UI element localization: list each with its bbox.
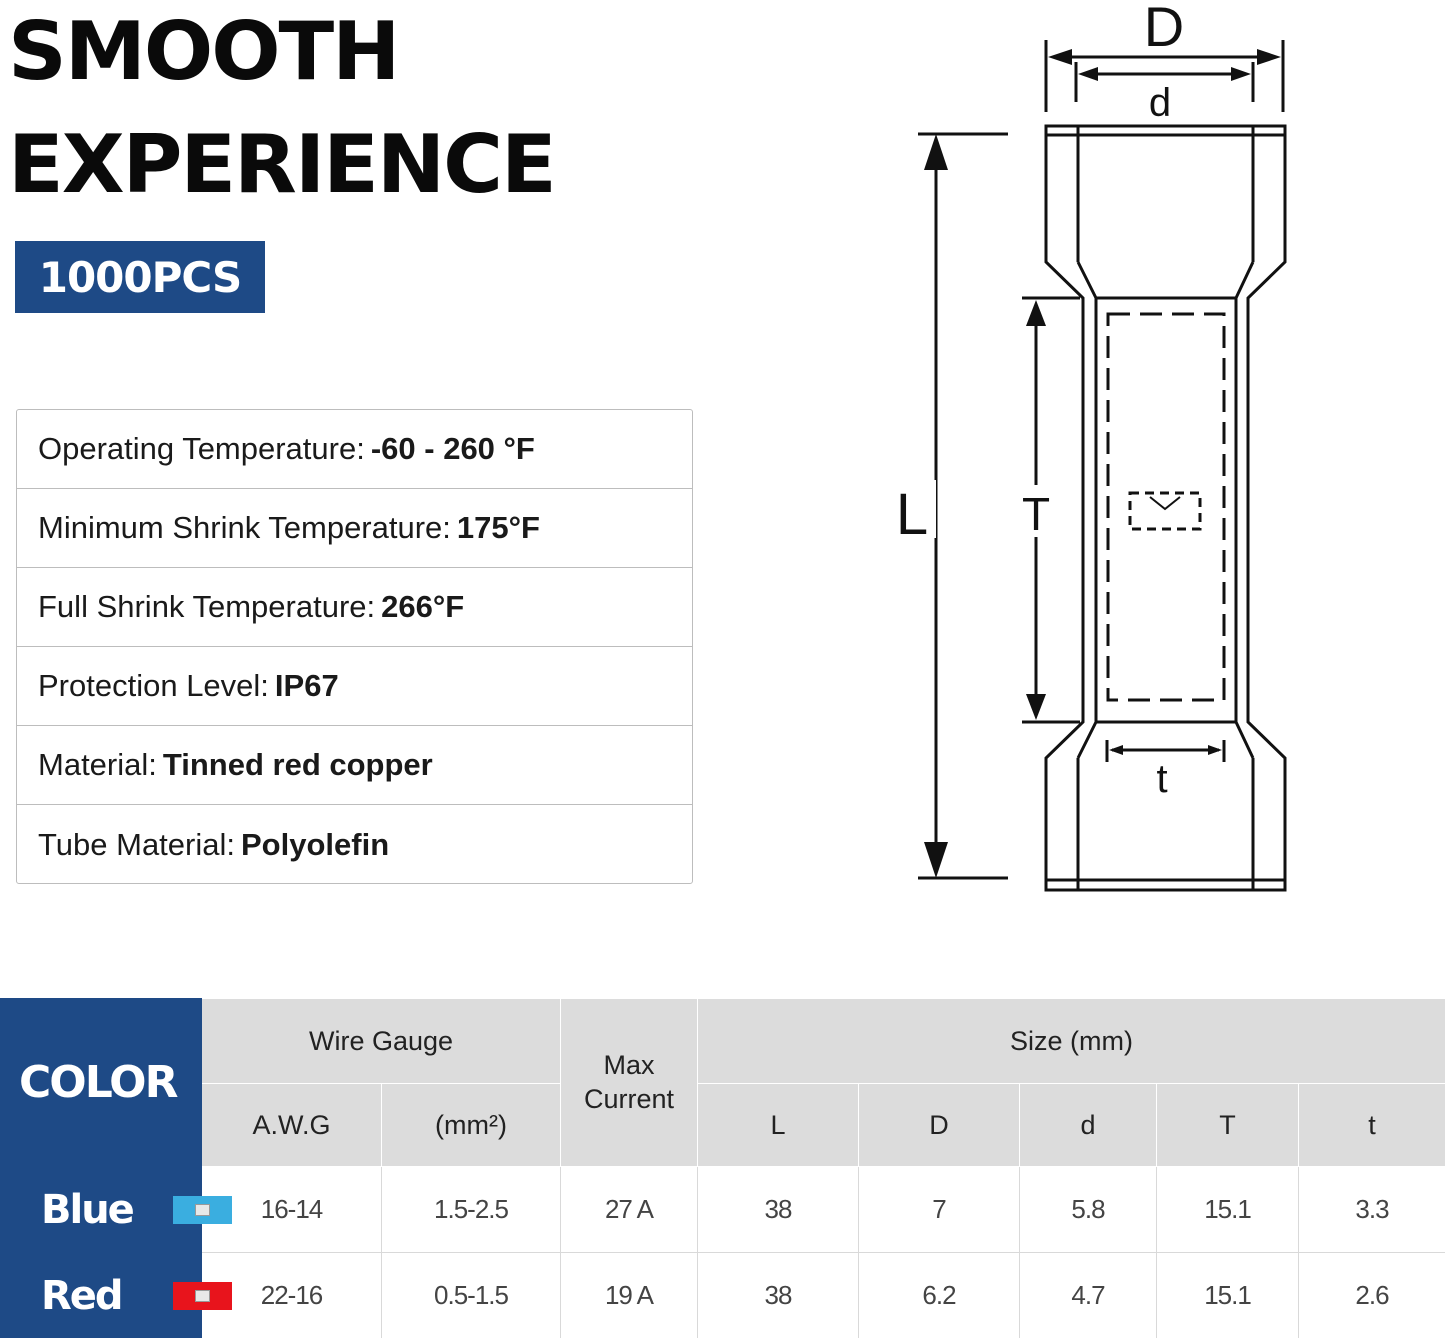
size-header: Size (mm)	[698, 999, 1445, 1084]
mm2-cell: 1.5-2.5	[382, 1167, 561, 1253]
arrow-t-left	[1109, 745, 1123, 755]
wire-gauge-header: Wire Gauge	[202, 999, 561, 1084]
T-cell: 15.1	[1157, 1253, 1299, 1338]
arrow-d-left	[1078, 67, 1098, 81]
L-cell: 38	[698, 1167, 859, 1253]
color-label: Blue	[41, 1186, 133, 1233]
current-cell: 27 A	[561, 1167, 698, 1253]
arrow-T-top	[1026, 300, 1046, 326]
connector-dimension-diagram	[880, 0, 1320, 910]
blue-connector-icon	[173, 1196, 232, 1224]
spec-full-shrink-temperature	[17, 568, 692, 647]
spec-value: IP67	[274, 668, 339, 704]
tube-shoulder-top	[1078, 262, 1253, 298]
dim-T-label: T	[1021, 488, 1051, 540]
spec-label: Operating Temperature:	[38, 431, 365, 467]
spec-value: Tinned red copper	[162, 747, 433, 783]
title-line-1: SMOOTH	[8, 5, 399, 98]
awg-cell: 22-16	[202, 1253, 382, 1338]
mm2-header: (mm²)	[382, 1084, 561, 1167]
mm2-cell: 0.5-1.5	[382, 1253, 561, 1338]
spec-value: 175°F	[456, 510, 540, 546]
title-line-2: EXPERIENCE	[8, 118, 555, 211]
barrel	[1096, 298, 1236, 722]
d-header: d	[1020, 1084, 1157, 1167]
spec-operating-temperature	[17, 410, 692, 489]
color-label: Red	[41, 1272, 122, 1319]
size-table	[0, 998, 1445, 1338]
t-cell: 3.3	[1299, 1167, 1445, 1253]
awg-cell: 16-14	[202, 1167, 382, 1253]
spec-list	[16, 409, 693, 884]
spec-label: Material:	[38, 747, 157, 783]
color-cell-red	[1, 1253, 202, 1338]
color-cell-blue	[1, 1167, 202, 1253]
T-cell: 15.1	[1157, 1167, 1299, 1253]
dim-t-label: t	[1156, 757, 1168, 801]
spec-value: 266°F	[381, 589, 465, 625]
t-cell: 2.6	[1299, 1253, 1445, 1338]
spec-label: Tube Material:	[38, 827, 235, 863]
spec-label: Minimum Shrink Temperature:	[38, 510, 451, 546]
L-header: L	[698, 1084, 859, 1167]
L-cell: 38	[698, 1253, 859, 1338]
spec-value: Polyolefin	[241, 827, 390, 863]
spec-minimum-shrink-temperature	[17, 489, 692, 568]
d-cell: 5.8	[1020, 1167, 1157, 1253]
dim-d-label: d	[1148, 81, 1172, 125]
max-current-header: Max Current	[561, 999, 698, 1167]
arrow-D-right	[1257, 49, 1281, 65]
d-cell: 4.7	[1020, 1253, 1157, 1338]
current-cell: 19 A	[561, 1253, 698, 1338]
red-connector-icon	[173, 1282, 232, 1310]
arrow-L-top	[924, 134, 948, 170]
arrow-L-bottom	[924, 842, 948, 878]
awg-header: A.W.G	[202, 1084, 382, 1167]
T-header: T	[1157, 1084, 1299, 1167]
t-header: t	[1299, 1084, 1445, 1167]
dim-L-label: L	[895, 482, 929, 547]
tube-shoulder-bottom	[1078, 722, 1253, 758]
D-cell: 6.2	[859, 1253, 1020, 1338]
arrow-d-right	[1231, 67, 1251, 81]
barrel-marker-v	[1150, 497, 1180, 509]
spec-tube-material	[17, 805, 692, 884]
D-header: D	[859, 1084, 1020, 1167]
arrow-t-right	[1208, 745, 1222, 755]
D-cell: 7	[859, 1167, 1020, 1253]
quantity-badge: 1000PCS	[15, 241, 265, 313]
dim-D-label: D	[1143, 0, 1185, 58]
color-header: COLOR	[1, 999, 202, 1167]
spec-material	[17, 726, 692, 805]
spec-label: Protection Level:	[38, 668, 269, 704]
arrow-T-bottom	[1026, 694, 1046, 720]
table-row	[1, 1167, 1445, 1253]
barrel-marker	[1130, 493, 1200, 529]
table-row	[1, 1253, 1445, 1338]
spec-protection-level	[17, 647, 692, 726]
spec-value: -60 - 260 °F	[370, 431, 535, 467]
arrow-D-left	[1048, 49, 1072, 65]
spec-label: Full Shrink Temperature:	[38, 589, 376, 625]
